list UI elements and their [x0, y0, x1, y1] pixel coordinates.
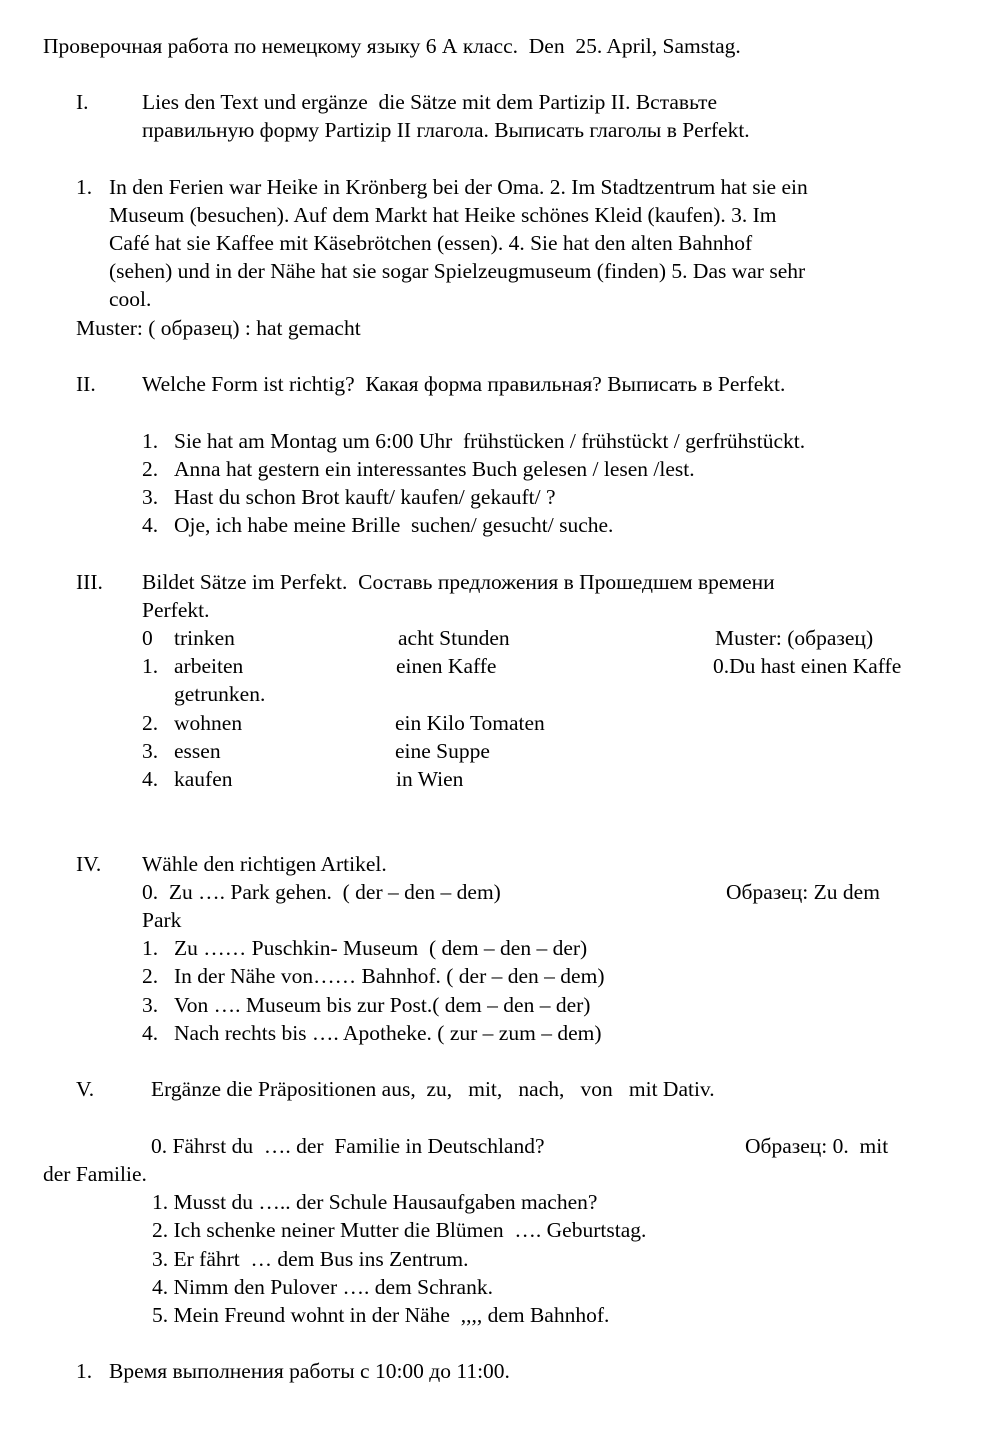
- list-item-number: 2.: [142, 457, 159, 481]
- list-item: Sie hat am Montag um 6:00 Uhr frühstücken / frühstückt / gerfrühstückt.: [174, 429, 806, 453]
- list-item: 4. Nimm den Pulover …. dem Schrank.: [152, 1275, 493, 1299]
- list-item: Zu …… Puschkin- Museum ( dem – den – der): [174, 936, 588, 960]
- section-5-instruction: Ergänze die Präpositionen aus, zu, mit, nach, von mit Dativ.: [151, 1077, 715, 1101]
- list-item: Von …. Museum bis zur Post.( dem – den – der): [174, 993, 591, 1017]
- row-object: einen Kaffe: [396, 654, 497, 678]
- list-item: 1. Musst du ….. der Schule Hausaufgaben machen?: [152, 1190, 598, 1214]
- section-4-example-label: Образец: Zu dem: [726, 880, 880, 904]
- section-3-muster-label: Muster: (образец): [715, 626, 874, 650]
- section-1-text-line: cool.: [109, 287, 152, 311]
- row-number: 0: [142, 626, 153, 650]
- section-3-muster-example-cont: getrunken.: [174, 682, 266, 706]
- section-5-example-cont: der Familie.: [43, 1162, 147, 1186]
- section-1-text-line: Café hat sie Kaffee mit Käsebrötchen (essen). 4. Sie hat den alten Bahnhof: [109, 231, 753, 255]
- section-3-muster-example: 0.Du hast einen Kaffe: [713, 654, 902, 678]
- section-3-instruction: Bildet Sätze im Perfekt. Составь предложения в Прошедшем времени: [142, 570, 775, 594]
- section-5-numeral: V.: [76, 1077, 95, 1101]
- row-object: acht Stunden: [398, 626, 510, 650]
- section-5-example-label: Образец: 0. mit: [745, 1134, 889, 1158]
- section-1-text-line: In den Ferien war Heike in Krönberg bei der Oma. 2. Im Stadtzentrum hat sie ein: [109, 175, 808, 199]
- list-item-number: 4.: [142, 513, 159, 537]
- section-2-numeral: II.: [76, 372, 96, 396]
- section-1-instruction: Lies den Text und ergänze die Sätze mit dem Partizip II. Вставьте: [142, 90, 717, 114]
- section-1-text-line: Museum (besuchen). Auf dem Markt hat Heike schönes Kleid (kaufen). 3. Im: [109, 203, 777, 227]
- footer-number: 1.: [76, 1359, 93, 1383]
- list-item-number: 4.: [142, 1021, 159, 1045]
- list-item: Hast du schon Brot kauft/ kaufen/ gekauft/ ?: [174, 485, 556, 509]
- row-object: eine Suppe: [395, 739, 490, 763]
- footer-text: Время выполнения работы с 10:00 до 11:00.: [109, 1359, 510, 1383]
- section-5-example: 0. Fährst du …. der Familie in Deutschland?: [151, 1134, 545, 1158]
- row-verb: wohnen: [174, 711, 243, 735]
- list-item: 5. Mein Freund wohnt in der Nähe ,,,, dem Bahnhof.: [152, 1303, 610, 1327]
- section-1-numeral: I.: [76, 90, 89, 114]
- row-number: 2.: [142, 711, 159, 735]
- section-2-instruction: Welche Form ist richtig? Какая форма правильная? Выписать в Perfekt.: [142, 372, 786, 396]
- section-3-numeral: III.: [76, 570, 103, 594]
- row-number: 4.: [142, 767, 159, 791]
- row-number: 1.: [142, 654, 159, 678]
- page-title: Проверочная работа по немецкому языку 6 А класс. Den 25. April, Samstag.: [43, 34, 741, 58]
- section-4-example: 0. Zu …. Park gehen. ( der – den – dem): [142, 880, 501, 904]
- section-1-muster: Muster: ( образец) : hat gemacht: [76, 316, 361, 340]
- row-verb: arbeiten: [174, 654, 244, 678]
- section-1-instruction-cont: правильную форму Partizip II глагола. Выписать глаголы в Perfekt.: [142, 118, 750, 142]
- list-item: In der Nähe von…… Bahnhof. ( der – den – dem): [174, 964, 605, 988]
- list-item: Anna hat gestern ein interessantes Buch gelesen / lesen /lest.: [174, 457, 695, 481]
- list-item-number: 3.: [142, 485, 159, 509]
- row-verb: trinken: [174, 626, 235, 650]
- row-verb: essen: [174, 739, 221, 763]
- list-item: 2. Ich schenke neiner Mutter die Blümen …. Geburtstag.: [152, 1218, 647, 1242]
- section-4-instruction: Wähle den richtigen Artikel.: [142, 852, 387, 876]
- section-4-example-cont: Park: [142, 908, 182, 932]
- list-item-number: 1.: [142, 936, 159, 960]
- list-item-number: 2.: [142, 964, 159, 988]
- row-number: 3.: [142, 739, 159, 763]
- section-1-text-line: (sehen) und in der Nähe hat sie sogar Spielzeugmuseum (finden) 5. Das war sehr: [109, 259, 806, 283]
- row-object: ein Kilo Tomaten: [395, 711, 545, 735]
- section-1-item-number: 1.: [76, 175, 93, 199]
- list-item: Oje, ich habe meine Brille suchen/ gesucht/ suche.: [174, 513, 614, 537]
- row-verb: kaufen: [174, 767, 233, 791]
- section-4-numeral: IV.: [76, 852, 102, 876]
- row-object: in Wien: [396, 767, 464, 791]
- list-item: Nach rechts bis …. Apotheke. ( zur – zum – dem): [174, 1021, 602, 1045]
- list-item-number: 1.: [142, 429, 159, 453]
- section-3-instruction-cont: Perfekt.: [142, 598, 210, 622]
- list-item: 3. Er fährt … dem Bus ins Zentrum.: [152, 1247, 469, 1271]
- list-item-number: 3.: [142, 993, 159, 1017]
